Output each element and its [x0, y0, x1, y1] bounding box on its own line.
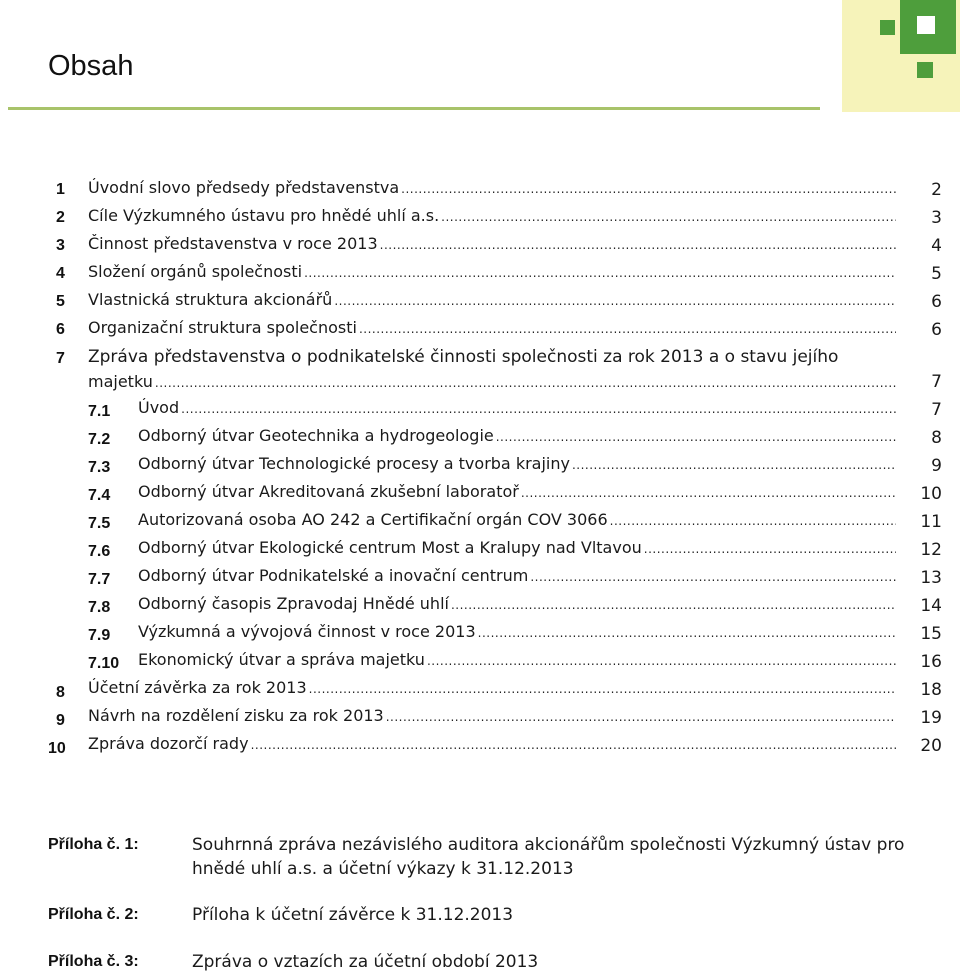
logo-block-right — [900, 0, 960, 56]
toc-page: 8 — [931, 428, 942, 448]
toc-page: 5 — [931, 264, 942, 284]
toc-sub-entry[interactable]: Odborný útvar Akreditovaná zkušební laboratoř ..... — [138, 482, 896, 501]
toc-sub-entry[interactable]: Odborný útvar Ekologické centrum Most a Kralupy nad Vltavou ..... — [138, 538, 896, 557]
toc-entry[interactable]: Úvodní slovo předsedy představenstva ..... — [88, 178, 896, 197]
toc-sub-number: 7.8 — [88, 599, 111, 616]
toc-entry-line1[interactable]: Zpráva představenstva o podnikatelské činnosti společnosti za rok 2013 a o stavu jejího — [88, 347, 839, 367]
toc-number: 9 — [56, 712, 65, 729]
toc-number: 5 — [56, 293, 65, 310]
toc-sub-number: 7.10 — [88, 655, 120, 672]
toc-entry[interactable]: Organizační struktura společnosti ..... — [88, 318, 896, 337]
toc-sub-entry[interactable]: Autorizovaná osoba AO 242 a Certifikační orgán COV 3066 ..... — [138, 510, 896, 529]
toc-page: 13 — [920, 568, 942, 588]
toc-page: 7 — [931, 372, 942, 392]
toc-page: 20 — [920, 736, 942, 756]
toc-page: 11 — [920, 512, 942, 532]
toc-page: 9 — [931, 456, 942, 476]
toc-sub-entry[interactable]: Odborný útvar Geotechnika a hydrogeologie ..... — [138, 426, 896, 445]
toc-page: 15 — [920, 624, 942, 644]
toc-page: 19 — [920, 708, 942, 728]
toc-sub-number: 7.3 — [88, 459, 111, 476]
logo-square-green-small — [917, 62, 933, 78]
toc-sub-entry[interactable]: Úvod ..... — [138, 398, 896, 417]
toc-page: 6 — [931, 292, 942, 312]
toc-page: 16 — [920, 652, 942, 672]
toc-entry[interactable]: Zpráva dozorčí rady ..... — [88, 734, 896, 753]
toc-page: 14 — [920, 596, 942, 616]
toc-entry[interactable]: majetku ..... — [88, 372, 896, 391]
logo-square-white — [917, 16, 935, 34]
toc-number: 7 — [56, 350, 65, 367]
toc-sub-number: 7.2 — [88, 431, 111, 448]
toc-number: 3 — [56, 237, 65, 254]
toc-page: 2 — [931, 180, 942, 200]
annex-text[interactable]: Příloha k účetní závěrce k 31.12.2013 — [192, 905, 514, 925]
toc-sub-number: 7.4 — [88, 487, 111, 504]
toc-page: 12 — [920, 540, 942, 560]
logo-block-left — [842, 0, 902, 56]
toc-sub-number: 7.5 — [88, 515, 111, 532]
toc-entry[interactable]: Činnost představenstva v roce 2013 ..... — [88, 234, 896, 253]
title-rule — [8, 107, 820, 110]
toc-page: 6 — [931, 320, 942, 340]
annex-label: Příloha č. 2: — [48, 906, 139, 923]
toc-page: 10 — [920, 484, 942, 504]
toc-sub-number: 7.6 — [88, 543, 111, 560]
toc-number: 2 — [56, 209, 65, 226]
toc-entry[interactable]: Návrh na rozdělení zisku za rok 2013 ..... — [88, 706, 896, 725]
logo-square-green — [880, 20, 895, 35]
logo-block-bottom-left — [842, 56, 902, 112]
toc-entry[interactable]: Účetní závěrka za rok 2013 ..... — [88, 678, 896, 697]
toc-sub-number: 7.9 — [88, 627, 111, 644]
toc-sub-entry[interactable]: Odborný časopis Zpravodaj Hnědé uhlí ..... — [138, 594, 896, 613]
toc-page: 7 — [931, 400, 942, 420]
toc-number: 4 — [56, 265, 65, 282]
toc-sub-entry[interactable]: Odborný útvar Podnikatelské a inovační centrum ..... — [138, 566, 896, 585]
toc-page: 3 — [931, 208, 942, 228]
toc-sub-entry[interactable]: Odborný útvar Technologické procesy a tvorba krajiny ..... — [138, 454, 896, 473]
toc-number: 8 — [56, 684, 65, 701]
toc-entry[interactable]: Vlastnická struktura akcionářů ..... — [88, 290, 896, 309]
toc-sub-number: 7.1 — [88, 403, 111, 420]
annex-text[interactable]: Souhrnná zpráva nezávislého auditora akcionářům společnosti Výzkumný ústav pro hnědé uhlí a.s. a účetní výkazy k 31.12.2013 — [192, 835, 905, 879]
toc-sub-number: 7.7 — [88, 571, 111, 588]
toc-entry[interactable]: Složení orgánů společnosti ..... — [88, 262, 896, 281]
toc-number: 6 — [56, 321, 65, 338]
annex-label: Příloha č. 1: — [48, 836, 139, 853]
logo-block-bottom-right — [900, 56, 960, 112]
toc-sub-entry[interactable]: Výzkumná a vývojová činnost v roce 2013 ..... — [138, 622, 896, 641]
annex-text[interactable]: Zpráva o vztazích za účetní období 2013 — [192, 952, 539, 972]
toc-sub-entry[interactable]: Ekonomický útvar a správa majetku ..... — [138, 650, 896, 669]
toc-number: 1 — [56, 181, 65, 198]
toc-page: 18 — [920, 680, 942, 700]
toc-number: 10 — [48, 740, 66, 757]
annex-label: Příloha č. 3: — [48, 953, 139, 970]
page-title: Obsah — [48, 50, 134, 82]
toc-page: 4 — [931, 236, 942, 256]
toc-entry[interactable]: Cíle Výzkumného ústavu pro hnědé uhlí a.s. ..... — [88, 206, 896, 225]
